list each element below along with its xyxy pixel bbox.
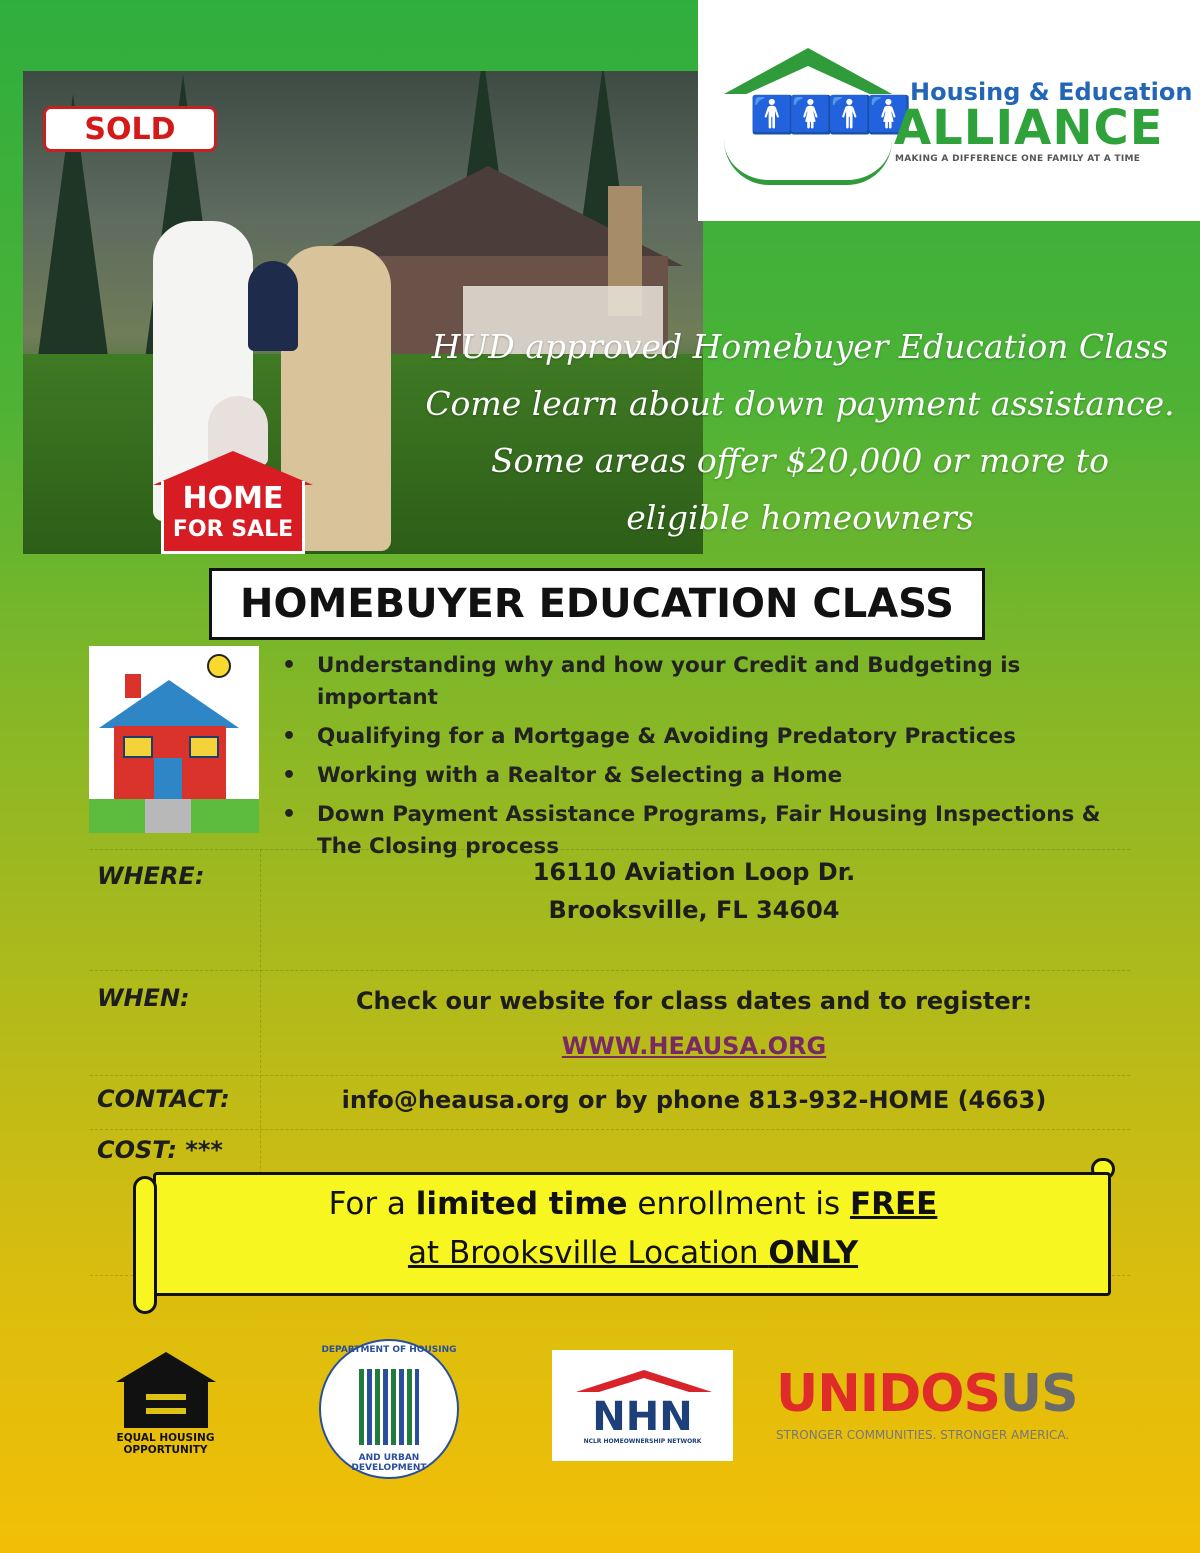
sale-sign-board [161, 481, 305, 554]
hero-line1: HUD approved Homebuyer Education Class [431, 327, 1169, 366]
hud-building-icon [359, 1369, 419, 1445]
address-line2: Brooksville, FL 34604 [548, 896, 840, 924]
sale-sign-roof [153, 451, 313, 485]
unidosus-wordmark [776, 1362, 1096, 1426]
clipart-path [145, 799, 191, 833]
unidosus-logo [776, 1362, 1096, 1442]
nhn-subtitle: NCLR HOMEOWNERSHIP NETWORK [583, 1438, 702, 1445]
contact-label: CONTACT: [97, 1085, 230, 1113]
eho-line2: OPPORTUNITY [123, 1444, 208, 1456]
banner-text [163, 1180, 1103, 1278]
list-item: • Qualifying for a Mortgage & Avoiding Predatory Practices [282, 721, 1142, 753]
nhn-logo [552, 1350, 733, 1461]
banner-only: ONLY [768, 1235, 859, 1271]
clipart-door [154, 758, 182, 804]
banner-line1 [163, 1180, 1103, 1229]
clipart-window [123, 736, 153, 758]
sale-sign-line2: FOR SALE [172, 517, 294, 542]
hero-line3: Some areas offer $20,000 or more to [490, 441, 1110, 480]
when-text: Check our website for class dates and to register: [355, 987, 1033, 1015]
sale-sign-line1: HOME [182, 481, 284, 516]
equal-housing-logo [108, 1352, 223, 1462]
list-item: • Down Payment Assistance Programs, Fair Housing Inspections & The Closing process [282, 799, 1142, 863]
logo-line2: ALLIANCE [894, 100, 1164, 156]
banner-line2 [163, 1229, 1103, 1278]
table-row [90, 970, 1130, 1076]
home-for-sale-sign [153, 451, 313, 554]
equal-housing-text [108, 1432, 223, 1456]
logo-line1: Housing & Education [910, 78, 1193, 106]
when-label: WHEN: [97, 984, 190, 1012]
house-clipart [89, 646, 259, 833]
unidos-grey: US [999, 1364, 1078, 1424]
free-enrollment-banner [133, 1158, 1115, 1318]
unidos-red: UNIDOS [776, 1364, 1000, 1424]
nhn-title: NHN [592, 1394, 693, 1440]
clipart-window [189, 736, 219, 758]
open-book-icon [724, 140, 892, 185]
banner-limited-time: limited time [415, 1186, 628, 1222]
banner-location: at Brooksville Location [407, 1235, 769, 1271]
website-link[interactable]: WWW.HEAUSA.ORG [561, 1032, 827, 1060]
cost-label: COST: *** [97, 1136, 223, 1164]
unidosus-tagline: STRONGER COMMUNITIES. STRONGER AMERICA. [776, 1428, 1070, 1442]
table-row [90, 849, 1130, 971]
person-baby [248, 261, 298, 351]
sun-icon [207, 654, 231, 678]
where-label: WHERE: [97, 862, 205, 890]
list-item: • Understanding why and how your Credit and Budgeting is important [282, 650, 1142, 714]
alliance-logo [698, 0, 1200, 221]
banner-free: FREE [849, 1186, 938, 1222]
logo-tagline: MAKING A DIFFERENCE ONE FAMILY AT A TIME [895, 154, 1141, 164]
class-title: HOMEBUYER EDUCATION CLASS [209, 568, 985, 640]
hero-text [420, 318, 1180, 546]
hero-line4: eligible homeowners [626, 498, 974, 537]
eho-line1: EQUAL HOUSING [116, 1432, 215, 1444]
hud-seal-logo [319, 1339, 459, 1479]
sold-sign: SOLD [43, 106, 217, 152]
clipart-roof [99, 680, 239, 728]
scroll-curl-left [133, 1176, 157, 1314]
logo-roof-inner [742, 66, 874, 96]
table-row [90, 1075, 1130, 1130]
hero-line2: Come learn about down payment assistance. [425, 384, 1175, 423]
when-value [260, 979, 1128, 1069]
hud-bottom-text: AND URBAN DEVELOPMENT [351, 1453, 427, 1473]
where-value [260, 853, 1128, 929]
hud-top-text: DEPARTMENT OF HOUSING [321, 1345, 457, 1355]
family-icon: 🚹🚺🚹🚺 [750, 95, 906, 136]
equal-housing-icon [116, 1352, 216, 1428]
list-item: • Working with a Realtor & Selecting a Home [282, 760, 1142, 792]
address-line1: 16110 Aviation Loop Dr. [532, 858, 856, 886]
topics-list [282, 650, 1142, 870]
contact-value: info@heausa.org or by phone 813-932-HOME (4663) [341, 1086, 1047, 1114]
banner-mid: enrollment is [627, 1186, 850, 1222]
banner-pre: For a [328, 1186, 416, 1222]
